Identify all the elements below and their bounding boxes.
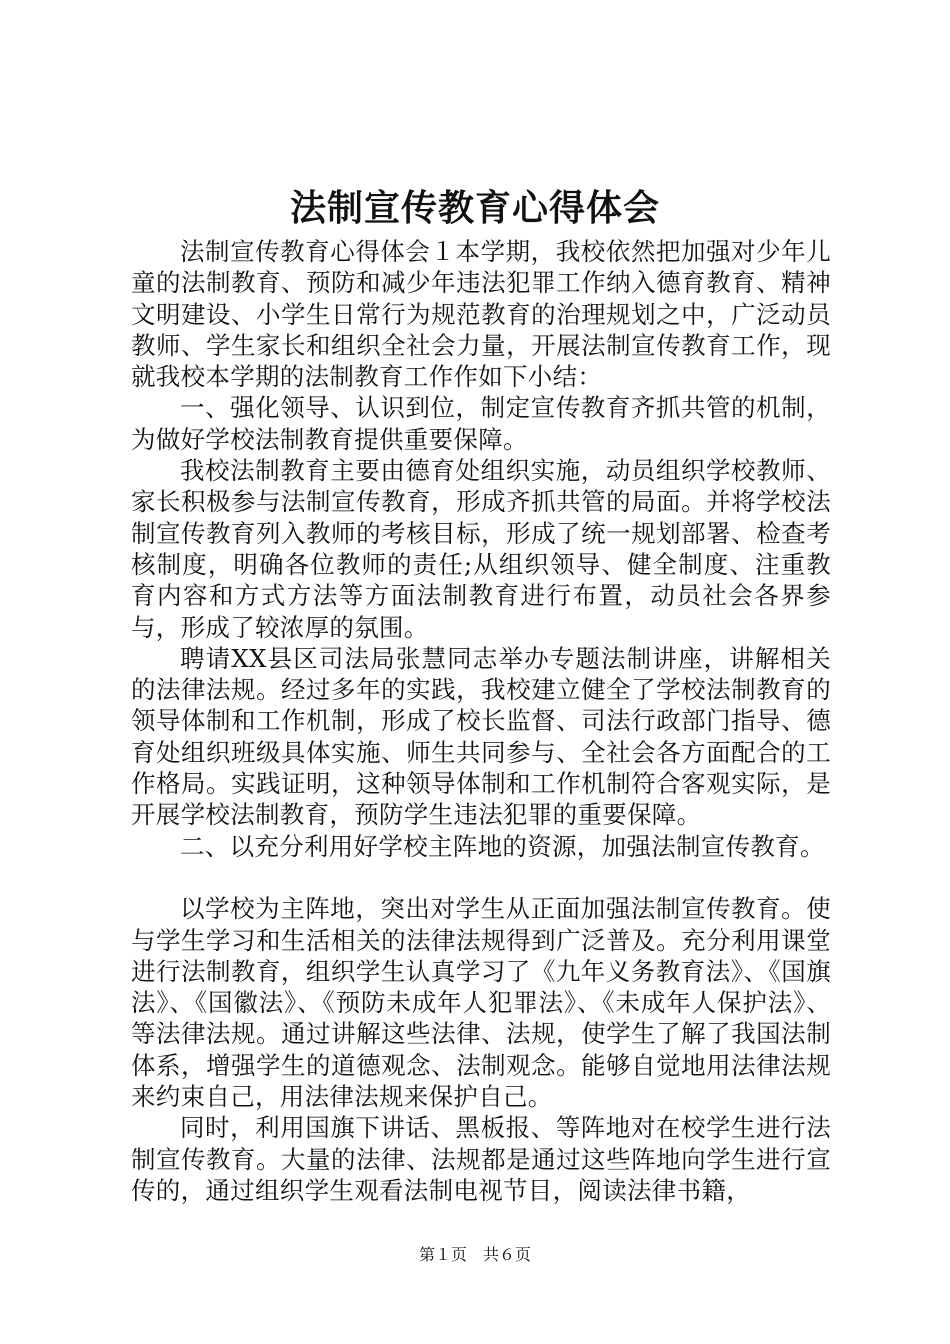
paragraph-organization: 我校法制教育主要由德育处组织实施，动员组织学校教师、家长积极参与法制宣传教育，形成齐抓共管的局面。并将学校法制宣传教育列入教师的考核目标，形成了统一规划部署、检查考核制度，明确各位教师的责任;从组织领导、健全制度、注重教育内容和方式方法等方面法制教育进行布置，动员社会各界参与，形成了较浓厚的氛围。 xyxy=(131,456,831,642)
page-number-footer: 第１页 共６页 xyxy=(418,1245,531,1264)
paragraph-classroom: 以学校为主阵地，突出对学生从正面加强法制宣传教育。使与学生学习和生活相关的法律法规得到广泛普及。充分利用课堂进行法制教育，组织学生认真学习了《九年义务教育法》、《国旗法》、《国徽法》、《预防未成年人犯罪法》、《未成年人保护法》、等法律法规。通过讲解这些法律、法规，使学生了解了我国法制体系，增强学生的道德观念、法制观念。能够自觉地用法律法规来约束自己，用法律法规来保护自己。 xyxy=(131,894,831,1112)
document-body xyxy=(131,236,831,1206)
paragraph-lecture: 聘请XX县区司法局张慧同志举办专题法制讲座，讲解相关的法律法规。经过多年的实践，我校建立健全了学校法制教育的领导体制和工作机制，形成了校长监督、司法行政部门指导、德育处组织班级具体实施、师生共同参与、全社会各方面配合的工作格局。实践证明，这种领导体制和工作机制符合客观实际，是开展学校法制教育，预防学生违法犯罪的重要保障。 xyxy=(131,643,831,830)
paragraph-intro: 法制宣传教育心得体会１本学期，我校依然把加强对少年儿童的法制教育、预防和减少年违法犯罪工作纳入德育教育、精神文明建设、小学生日常行为规范教育的治理规划之中，广泛动员教师、学生家长和组织全社会力量，开展法制宣传教育工作，现就我校本学期的法制教育工作作如下小结： xyxy=(131,237,831,392)
paragraph-flag-speech: 同时，利用国旗下讲话、黑板报、等阵地对在校学生进行法制宣传教育。大量的法律、法规都是通过这些阵地向学生进行宣传的，通过组织学生观看法制电视节目，阅读法律书籍， xyxy=(131,1113,831,1205)
paragraph-section-1-heading: 一、强化领导、认识到位，制定宣传教育齐抓共管的机制，为做好学校法制教育提供重要保障。 xyxy=(131,393,831,454)
paragraph-section-2-heading: 二、以充分利用好学校主阵地的资源，加强法制宣传教育。 xyxy=(180,831,825,861)
document-title: 法制宣传教育心得体会 xyxy=(289,187,660,229)
